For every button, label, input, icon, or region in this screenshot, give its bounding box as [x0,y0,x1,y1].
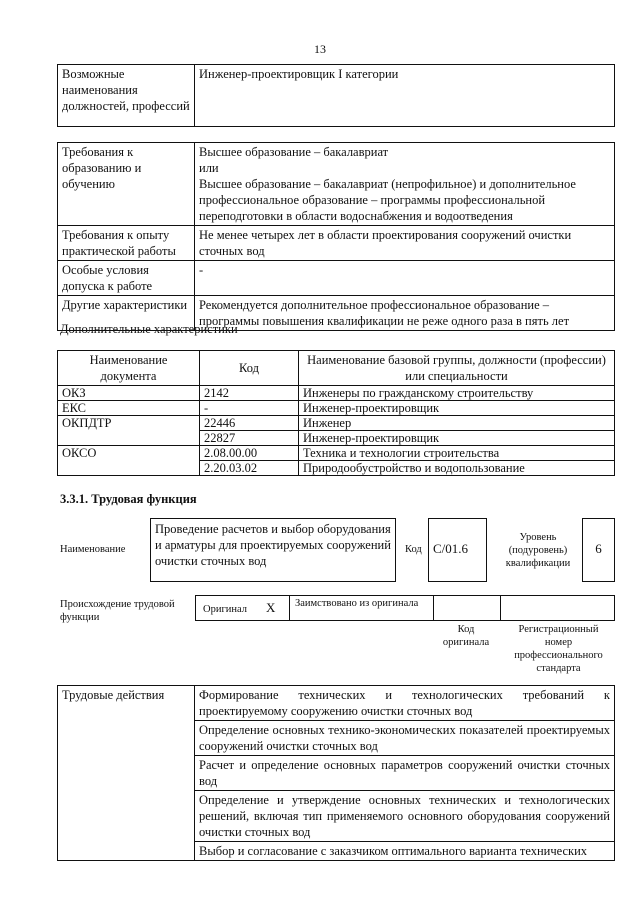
cell-name: Техника и технологии строительства [299,446,615,461]
positions-value: Инженер-проектировщик I категории [195,65,615,127]
cell-code: 22446 [200,416,299,431]
req-value-education [195,143,615,226]
table-row [58,686,615,721]
req-line: Высшее образование – бакалавриат [199,145,389,159]
cell-code: 2.20.03.02 [200,461,299,476]
cell-code: 2.08.00.00 [200,446,299,461]
origin-code-caption: Код оригинала [442,624,490,648]
requirements-table [57,142,615,331]
function-code-box [428,518,487,582]
action-item: Определение и утверждение основных технических и технологических решений, включая тип применяемого основного оборудования сооружений очистки сточных вод [195,791,615,842]
origin-borrowed-box [289,595,434,621]
function-name-label: Наименование [60,544,126,555]
cell-code: - [200,401,299,416]
header-code: Код [200,351,299,386]
table-row [58,261,615,296]
req-value-special: - [195,261,615,296]
function-name-box [150,518,396,582]
origin-reg-box [500,595,615,621]
req-label-other: Другие характеристики [58,296,195,331]
table-row [58,143,615,226]
origin-reg-caption: Регистрационный номер профессионального стандарта [514,624,603,674]
cell-doc: ОКЗ [58,386,200,401]
function-name-value: Проведение расчетов и выбор оборудования и арматуры для проектируемых сооружений очистки сточных вод [155,522,391,568]
cell-name: Природообустройство и водопользование [299,461,615,476]
req-label-special: Особые условия допуска к работе [58,261,195,296]
cell-doc: ОКПДТР [58,416,200,446]
req-label-experience: Требования к опыту практической работы [58,226,195,261]
function-code-value: C/01.6 [433,541,469,556]
actions-table [57,685,615,861]
additional-title: Дополнительные характеристики [60,322,238,336]
cell-name: Инженер-проектировщик [299,401,615,416]
cell-code: 22827 [200,431,299,446]
req-line: Высшее образование – бакалавриат (непрофильное) и дополнительное профессиональное образование – программы профессиональной переподготовки в области водоснабжения и водоотведения [199,177,576,223]
action-item: Определение основных технико-экономических показателей проектируемых сооружений очистки сточных вод [195,721,615,756]
function-heading: 3.3.1. Трудовая функция [60,492,197,506]
cell-code: 2142 [200,386,299,401]
table-row [58,416,615,431]
req-line: или [199,161,219,175]
req-value-experience: Не менее четырех лет в области проектирования сооружений очистки сточных вод [195,226,615,261]
cell-name: Инженер [299,416,615,431]
req-label-education: Требования к образованию и обучению [58,143,195,226]
cell-name: Инженер-проектировщик [299,431,615,446]
cell-doc: ЕКС [58,401,200,416]
table-row [58,65,615,127]
table-header-row [58,351,615,386]
action-item: Расчет и определение основных параметров сооружений очистки сточных вод [195,756,615,791]
table-row [58,226,615,261]
additional-table [57,350,615,476]
header-doc: Наименование документа [58,351,200,386]
origin-borrowed-label: Заимствовано из оригинала [295,598,419,609]
function-code-label: Код [405,544,422,555]
page-number: 13 [314,42,326,56]
req-value-other: Рекомендуется дополнительное профессиональное образование – программы повышения квалификации не реже одного раза в пять лет [195,296,615,331]
origin-original-mark: X [266,600,276,615]
cell-doc: ОКСО [58,446,200,476]
origin-label: Происхождение трудовой функции [60,599,175,623]
action-item: Выбор и согласование с заказчиком оптимального варианта технических [195,842,615,861]
origin-original-label: Оригинал [203,604,247,615]
table-row [58,386,615,401]
actions-label: Трудовые действия [58,686,195,861]
table-row [58,401,615,416]
origin-code-box [433,595,501,621]
origin-original-box [195,595,290,621]
positions-table [57,64,615,127]
function-level-value: 6 [595,541,602,556]
cell-name: Инженеры по гражданскому строительству [299,386,615,401]
action-item: Формирование технических и технологических требований к проектируемому сооружению очистки сточных вод [195,686,615,721]
function-level-box [582,518,615,582]
header-name: Наименование базовой группы, должности (профессии) или специальности [299,351,615,386]
table-row [58,446,615,461]
function-level-label: Уровень (подуровень) квалификации [505,532,571,569]
positions-label: Возможные наименования должностей, профессий [58,65,195,127]
